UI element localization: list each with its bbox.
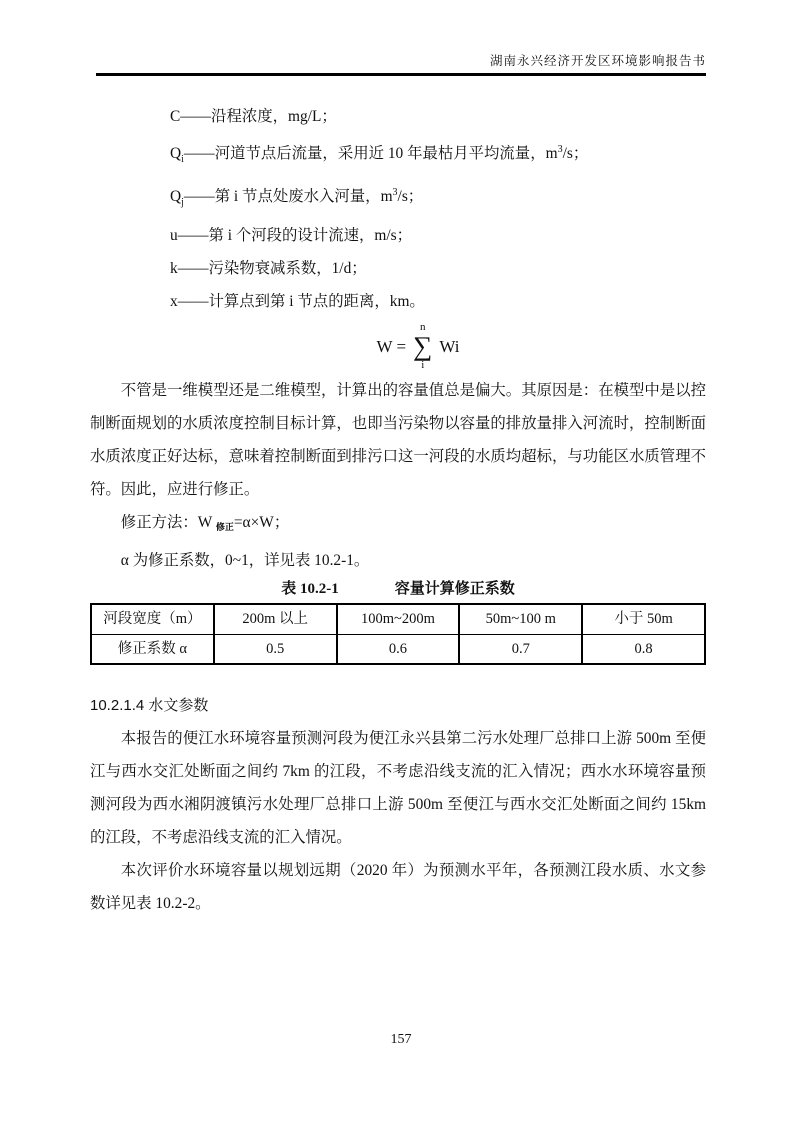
- definition-segment: ——河道节点后流量，采用近 10 年最枯月平均流量，m: [183, 145, 558, 162]
- definition-line: [90, 285, 706, 318]
- definition-segment: ——沿程浓度，mg/L；: [180, 108, 337, 125]
- table-cell: 0.5: [214, 634, 337, 664]
- paragraph-model-explanation: 不管是一维模型还是二维模型，计算出的容量值总是偏大。其原因是：在模型中是以控制断面规划的水质浓度控制目标计算，也即当污染物以容量的排放量排入河流时，控制断面水质浓度正好达标，意味着控制断面到排污口这一河段的水质均超标，与功能区水质管理不符。因此，应进行修正。: [90, 382, 706, 498]
- table-caption: [90, 577, 706, 601]
- table-cell: 修正系数 α: [91, 634, 214, 664]
- correction-coefficient-table: [90, 603, 706, 665]
- table-header-cell: 50m~100 m: [459, 604, 582, 634]
- definition-segment: Q: [170, 188, 182, 205]
- definition-segment: ——污染物衰减系数，1/d；: [177, 260, 367, 277]
- definition-segment: 3: [392, 187, 398, 198]
- sigma-lower-limit: i: [421, 359, 425, 371]
- definition-line: [90, 252, 706, 285]
- definition-line: [90, 219, 706, 252]
- definition-line: [90, 176, 706, 219]
- summation-formula: [90, 318, 706, 374]
- table-caption-title: 容量计算修正系数: [394, 581, 515, 597]
- page-content: [90, 100, 706, 920]
- definition-line: [90, 133, 706, 176]
- definition-segment: Q: [170, 145, 182, 162]
- table-header-cell: 100m~200m: [337, 604, 460, 634]
- definition-segment: ——第 i 节点处废水入河量，m: [183, 188, 393, 205]
- definition-segment: x: [170, 293, 178, 310]
- table-header-cell: 河段宽度（m）: [91, 604, 214, 634]
- table-header-cell: 200m 以上: [214, 604, 337, 634]
- definition-segment: C: [170, 108, 181, 125]
- sigma-symbol: ∑: [413, 331, 433, 361]
- paragraph-prediction-reach: 本报告的便江水环境容量预测河段为便江永兴县第二污水处理厂总排口上游 500m 至便江与西水交汇处断面之间约 7km 的江段，不考虑沿线支流的汇入情况；西水水环境容量预测河段为西水湘阴渡镇污水处理厂总排口上游 500m 至便江与西水交汇处断面之间约 15km 的江段，不考虑沿线支流的汇入情况。: [90, 730, 706, 846]
- alpha-coefficient-line: α 为修正系数，0~1，详见表 10.2-1。: [120, 552, 370, 569]
- table-cell: 0.7: [459, 634, 582, 664]
- definition-segment: /s；: [397, 188, 424, 205]
- correction-suffix: =α×W；: [233, 514, 290, 531]
- table-header-row: [91, 604, 705, 634]
- definition-segment: ——计算点到第 i 节点的距离，km。: [177, 293, 425, 310]
- table-cell: 0.8: [582, 634, 705, 664]
- table-caption-label: 表 10.2-1: [281, 581, 339, 597]
- table-cell: 0.6: [337, 634, 460, 664]
- sigma-operator: [413, 321, 432, 371]
- definition-segment: j: [181, 197, 184, 208]
- formula-lhs: W =: [376, 336, 407, 356]
- definition-segment: k: [170, 260, 178, 277]
- definition-segment: 3: [557, 144, 563, 155]
- definition-segment: /s；: [562, 145, 589, 162]
- sigma-upper-limit: n: [419, 321, 426, 333]
- definition-segment: u: [170, 227, 178, 244]
- table-header-cell: 小于 50m: [582, 604, 705, 634]
- page-number: 157: [390, 1032, 412, 1047]
- definition-line: [90, 100, 706, 133]
- definition-segment: i: [181, 154, 184, 165]
- header-rule: [96, 73, 706, 76]
- section-heading-hydrology: 10.2.1.4 水文参数: [90, 697, 209, 714]
- formula-rhs: Wi: [439, 336, 460, 356]
- correction-table-body: [91, 604, 705, 664]
- correction-subscript: 修正: [215, 522, 234, 532]
- definition-segment: ——第 i 个河段的设计流速，m/s；: [177, 227, 412, 244]
- correction-method-line: [90, 506, 706, 544]
- page-header-title: 湖南永兴经济开发区环境影响报告书: [489, 54, 706, 68]
- definitions: [90, 100, 706, 318]
- paragraph-planning-horizon: 本次评价水环境容量以规划远期（2020 年）为预测水平年，各预测江段水质、水文参数详见表 10.2-2。: [90, 862, 706, 912]
- correction-prefix: 修正方法：W: [120, 514, 216, 531]
- table-row: [91, 634, 705, 664]
